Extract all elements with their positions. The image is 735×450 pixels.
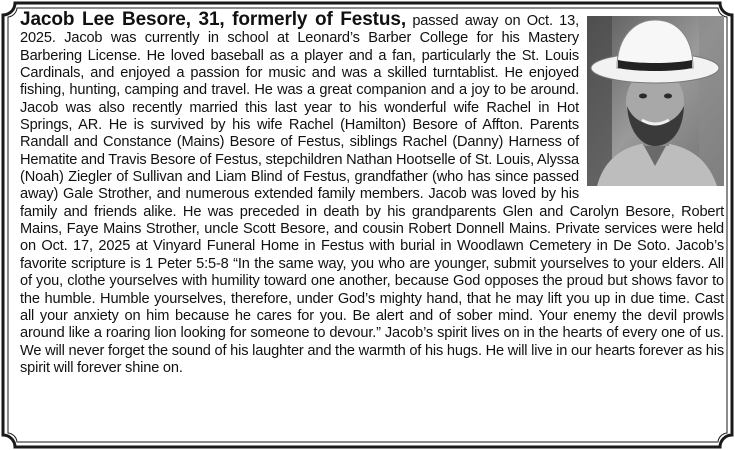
obituary-headline: Jacob Lee Besore, 31, formerly of Festus, (20, 9, 407, 30)
portrait-photo-icon (587, 16, 724, 186)
portrait-photo (587, 16, 724, 186)
obituary-text (20, 11, 724, 377)
obituary-body: passed away on Oct. 13, 2025. Jacob was currently in school at Leonard’s Barber College for his Mastery Barbering License. He loved baseball as a player and a fan, particularly the St. Louis Cardinals, and enjoyed a passion for music and was a skilled turntablist. He enjoyed fishing, hunting, camping and travel. He was a great companion and a joy to be around. Jacob was also recently married this last year to his wonderful wife Rachel in Hot Springs, AR. He is survived by his wife Rachel (Hamilton) Besore of Affton. Parents Randall and Constance (Mains) Besore of Festus, siblings Rachel (Danny) Harness of Hematite and Travis Besore of Festus, stepchildren Nathan Hootselle of St. Louis, Alyssa (Noah) Ziegler of Sullivan and Liam Blind of Festus, grandfather (who has since passed away) Gale Strother, and numerous extended family members. Jacob was loved by his family and friends alike. He was preceded in death by his grandparents Glen and Carolyn Besore, Robert Mains, Faye Mains Strother, uncle Scott Besore, and cousin Robert Donnell Mains. Private services were held on Oct. 17, 2025 at Vinyard Funeral Home in Festus with burial in Woodlawn Cemetery in De Soto. Jacob’s favorite scripture is 1 Peter 5:5-8 “In the same way, you who are younger, submit yourselves to your elders. All of you, clothe yourselves with humility toward one another, because God opposes the proud but shows favor to the humble. Humble yourselves, therefore, under God’s mighty hand, that he may lift you up in due time. Cast all your anxiety on him because he cares for you. Be alert and of sober mind. Your enemy the devil prowls around like a roaring lion looking for someone to devour.” Jacob’s spirit lives on in the hearts of every one of us. We will never forget the sound of his laughter and the warmth of his hugs. He will live in our hearts forever as his spirit will forever shine on. (20, 13, 724, 376)
